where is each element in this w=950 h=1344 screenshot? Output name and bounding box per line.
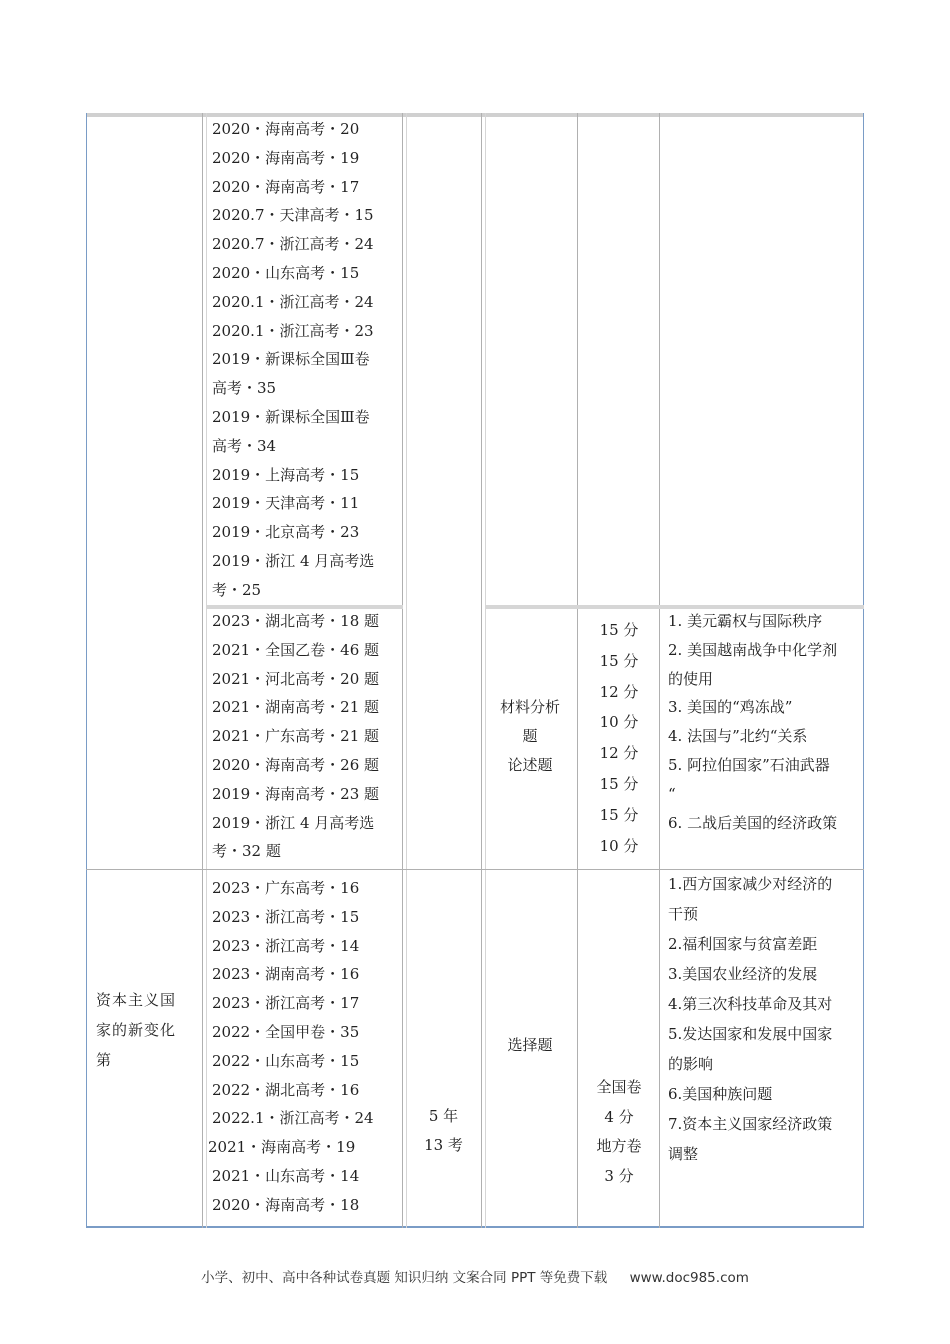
reference-item: 2021・山东高考・14 (212, 1166, 360, 1185)
reference-item: 2019・北京高考・23 (212, 523, 360, 542)
topic-item: 3. 美国的“鸡冻战” (668, 698, 793, 717)
question-type-line: 选择题 (507, 1036, 553, 1054)
footer-text: 小学、初中、高中各种试卷真题 知识归纳 文案合同 PPT 等免费下载 (201, 1270, 608, 1286)
reference-item: 2022・湖北高考・16 (212, 1080, 360, 1099)
reference-item: 2022・全国甲卷・35 (212, 1022, 360, 1041)
col-divider-5 (481, 113, 482, 1228)
reference-item: 高考・35 (212, 379, 277, 398)
reference-item: 2023・浙江高考・15 (212, 907, 360, 926)
frequency-line: 13 考 (424, 1135, 463, 1154)
row2-scores-cell (578, 615, 660, 861)
topic-item: 6. 二战后美国的经济政策 (668, 813, 838, 832)
chapter-line: 第 (96, 1051, 113, 1069)
reference-item: 2022.1・浙江高考・24 (212, 1109, 374, 1128)
row1-references-cell (212, 115, 402, 605)
table-right-border (863, 113, 864, 1228)
question-type-line: 论述题 (507, 755, 553, 774)
reference-item: 2023・广东高考・16 (212, 879, 360, 897)
score-item: 10 分 (599, 836, 639, 855)
col-divider-3 (402, 113, 403, 1228)
frequency-line: 5 年 (428, 1107, 459, 1125)
reference-item: 2020・山东高考・15 (212, 263, 360, 282)
col-divider-1 (202, 113, 203, 1228)
score-line: 4 分 (604, 1107, 634, 1126)
topic-item: 7.资本主义国家经济政策 (668, 1115, 833, 1133)
row2-question-type-cell (482, 693, 578, 779)
question-type-line: 材料分析 (499, 698, 560, 716)
row3-question-type-cell (482, 1031, 578, 1060)
reference-item: 2019・浙江 4 月高考选 (212, 551, 375, 570)
topic-item: 的使用 (668, 669, 714, 688)
reference-item: 2020・海南高考・18 (212, 1195, 360, 1214)
reference-item: 2020・海南高考・20 (212, 120, 360, 138)
chapter-line: 家的新变化 (96, 1021, 177, 1039)
score-line: 3 分 (604, 1166, 634, 1185)
score-item: 15 分 (599, 805, 639, 824)
reference-item: 考・25 (212, 580, 262, 599)
reference-item: 2021・海南高考・19 (208, 1138, 356, 1157)
score-item: 10 分 (599, 713, 639, 732)
row3-references-cell (208, 874, 402, 1220)
score-item: 12 分 (599, 682, 639, 701)
reference-item: 2020.7・浙江高考・24 (212, 235, 374, 254)
reference-item: 2020.1・浙江高考・24 (212, 292, 374, 311)
reference-item: 2020・海南高考・19 (212, 148, 360, 167)
score-item: 12 分 (599, 744, 639, 763)
question-type-line: 题 (522, 726, 538, 745)
topic-item: 4.第三次科技革命及其对 (668, 995, 833, 1013)
table-left-border (86, 113, 87, 1228)
reference-item: 2019・海南高考・23 题 (212, 784, 380, 803)
topic-item: 6.美国种族问题 (668, 1085, 773, 1103)
score-item: 15 分 (599, 621, 639, 639)
topic-item: 调整 (668, 1145, 699, 1163)
col-divider-2 (206, 113, 207, 1228)
reference-item: 2019・天津高考・11 (212, 494, 360, 513)
score-item: 15 分 (599, 774, 639, 793)
reference-item: 2021・广东高考・21 题 (212, 727, 380, 746)
row3-scores-cell (578, 1073, 660, 1191)
col-divider-6 (485, 113, 486, 1228)
row3-frequency-cell (406, 1102, 481, 1160)
topic-item: 2. 美国越南战争中化学剂 (668, 640, 838, 659)
reference-item: 2021・河北高考・20 题 (212, 669, 380, 688)
topic-item: 1.西方国家减少对经济的 (668, 875, 833, 893)
syllabus-table (86, 113, 864, 1228)
reference-item: 2019・上海高考・15 (212, 465, 360, 484)
chapter-line: 资本主义国 (96, 991, 177, 1009)
reference-item: 2023・湖北高考・18 题 (212, 612, 380, 630)
reference-item: 2023・湖南高考・16 (212, 965, 360, 984)
topic-item: 2.福利国家与贫富差距 (668, 935, 818, 953)
row2-references-cell (212, 607, 402, 866)
topic-item: “ (668, 784, 676, 803)
topic-item: 4. 法国与”北约“关系 (668, 727, 808, 746)
reference-item: 2020.1・浙江高考・23 (212, 321, 374, 340)
topic-item: 干预 (668, 905, 699, 923)
reference-item: 考・32 题 (212, 842, 281, 861)
row3-topics-cell (668, 869, 862, 1169)
topic-item: 1. 美元霸权与国际秩序 (668, 612, 823, 630)
reference-item: 2022・山东高考・15 (212, 1051, 360, 1070)
reference-item: 2020.7・天津高考・15 (212, 206, 374, 225)
reference-item: 2023・浙江高考・17 (212, 994, 360, 1013)
col-divider-4 (406, 113, 407, 1228)
reference-item: 2020・海南高考・17 (212, 177, 360, 196)
row2-topics-cell (668, 607, 862, 837)
row3-chapter-cell (96, 985, 202, 1075)
topic-item: 5.发达国家和发展中国家 (668, 1025, 833, 1043)
reference-item: 2019・浙江 4 月高考选 (212, 813, 375, 832)
reference-item: 2019・新课标全国Ⅲ卷 (212, 407, 370, 426)
reference-item: 2023・浙江高考・14 (212, 936, 360, 955)
topic-item: 5. 阿拉伯国家”石油武器 (668, 755, 830, 774)
reference-item: 高考・34 (212, 436, 277, 455)
reference-item: 2019・新课标全国Ⅲ卷 (212, 350, 370, 369)
footer-url[interactable]: www.doc985.com (629, 1270, 749, 1286)
reference-item: 2021・全国乙卷・46 题 (212, 640, 380, 659)
page-footer (0, 1266, 950, 1286)
score-line: 全国卷 (596, 1078, 642, 1096)
topic-item: 3.美国农业经济的发展 (668, 965, 818, 983)
reference-item: 2020・海南高考・26 题 (212, 755, 380, 774)
score-item: 15 分 (599, 651, 639, 670)
reference-item: 2021・湖南高考・21 题 (212, 698, 380, 717)
score-line: 地方卷 (596, 1137, 642, 1155)
topic-item: 的影响 (668, 1055, 714, 1073)
